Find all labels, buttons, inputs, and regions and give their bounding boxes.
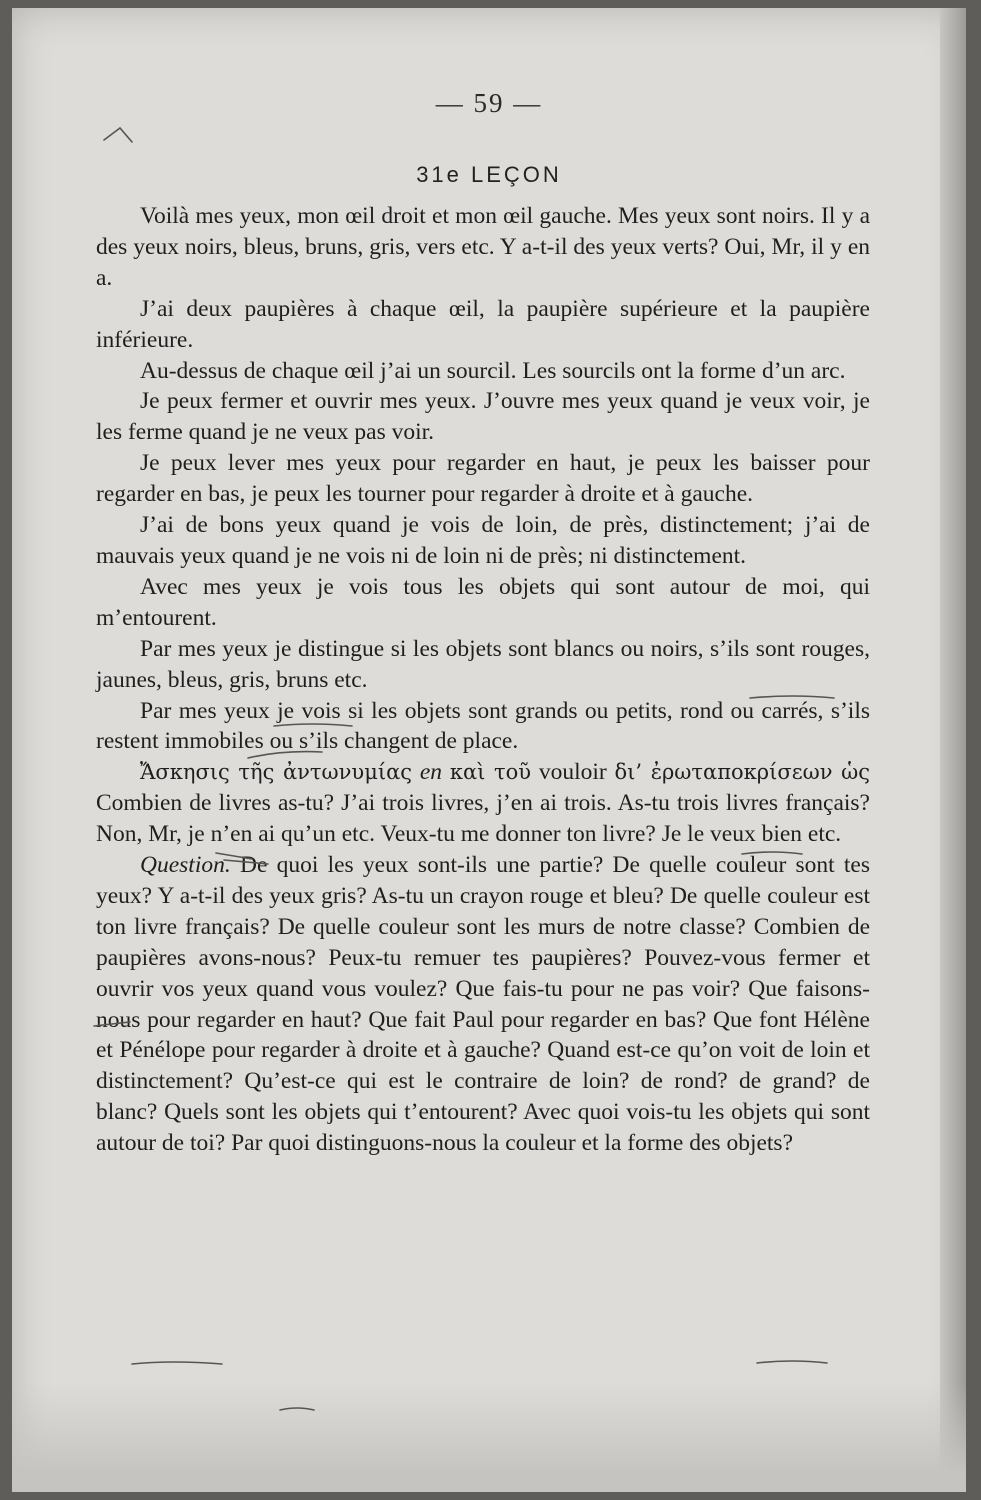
paragraph-good-eyes: J’ai de bons yeux quand je vois de loin, de près, distinctement; j’ai de mauvais yeux quand je ne vois ni de loin ni de près; ni distinctement. (96, 512, 870, 569)
page-number: — 59 — (435, 88, 543, 118)
pencil-underline-entourent-2 (132, 1362, 222, 1364)
paragraph-raise-lower: Je peux lever mes yeux pour regarder en haut, je peux les baisser pour regarder en bas, je peux les tourner pour regarder à droite et à gauche. (96, 450, 870, 508)
book-page (12, 8, 966, 1492)
paragraph-exercise (96, 757, 870, 850)
exercise-word-vouloir: vouloir (538, 759, 607, 786)
paragraph-eyes: Voilà mes yeux, mon œil droit et mon œil gauche. Mes yeux sont noirs. Il y a des yeux noirs, bleus, bruns, gris, vers etc. Y a-t-il des yeux verts? Oui, Mr, il y en a. (96, 203, 870, 291)
questions-label: Question. (140, 852, 231, 879)
exercise-greek-intro: Ἄσκησις τῆς ἀντωνυμίας (140, 760, 413, 785)
exercise-body: Combien de livres as-tu? J’ai trois livres, j’en ai trois. As-tu trois livres français? Non, Mr, je n’en ai qu’un etc. Veux-tu me donner ton livre? Je le veux bien etc. (96, 790, 870, 848)
page-stain (12, 1382, 966, 1492)
lesson-text (96, 201, 870, 1159)
paragraph-open-close: Je peux fermer et ouvrir mes yeux. J’ouvre mes yeux quand je veux voir, je les ferme quand je ne veux pas voir. (96, 388, 870, 446)
questions-body: De quoi les yeux sont-ils une partie? De quelle couleur sont tes yeux? Y a-t-il des yeux gris? As-tu un crayon rouge et bleu? De quelle couleur est ton livre français? De quelle couleur sont les murs de notre classe? Combien de paupières avons-nous? Peux-tu remuer tes paupières? Pouvez-vous fermer et ouvrir vos yeux quand vous voulez? Que fais-tu pour ne pas voir? Que faisons-nous pour regarder en haut? Que fait Paul pour regarder en bas? Que font Hélène et Pénélope pour regarder à droite et à gauche? Quand est-ce qu’on voit de loin et distinctement? Qu’est-ce qui est le contraire de loin? de rond? de grand? de blanc? Quels sont les objets qui t’entourent? Avec quoi vois-tu les objets qui sont autour de toi? Par quoi distinguons-nous la couleur et la forme des objets? (96, 852, 871, 1157)
pencil-tick-mark (104, 128, 132, 142)
paragraph-eyebrows: Au-dessus de chaque œil j’ai un sourcil. Les sourcils ont la forme d’un arc. (140, 357, 846, 384)
paragraph-surroundings: Avec mes yeux je vois tous les objets qui sont autour de moi, qui m’entourent. (96, 573, 870, 631)
exercise-word-en: en (419, 759, 443, 786)
page-binding-edge (940, 8, 966, 1492)
paragraph-colors: Par mes yeux je distingue si les objets sont blancs ou noirs, s’ils sont rouges, jaunes, bleus, gris, bruns etc. (96, 635, 870, 693)
paragraph-eyelids: J’ai deux paupières à chaque œil, la paupière supérieure et la paupière inférieure. (96, 295, 870, 353)
exercise-greek-end: δι’ ἐρωταποκρίσεων ὡς (614, 760, 870, 785)
paragraph-shapes: Par mes yeux je vois si les objets sont grands ou petits, rond ou carrés, s’ils restent immobiles ou s’ils changent de place. (96, 697, 870, 755)
pencil-underline-autour-2 (757, 1361, 827, 1363)
paragraph-questions (96, 850, 870, 1159)
exercise-greek-mid: καὶ τοῦ (449, 760, 532, 785)
lesson-title: 31e LEÇON (416, 162, 562, 187)
